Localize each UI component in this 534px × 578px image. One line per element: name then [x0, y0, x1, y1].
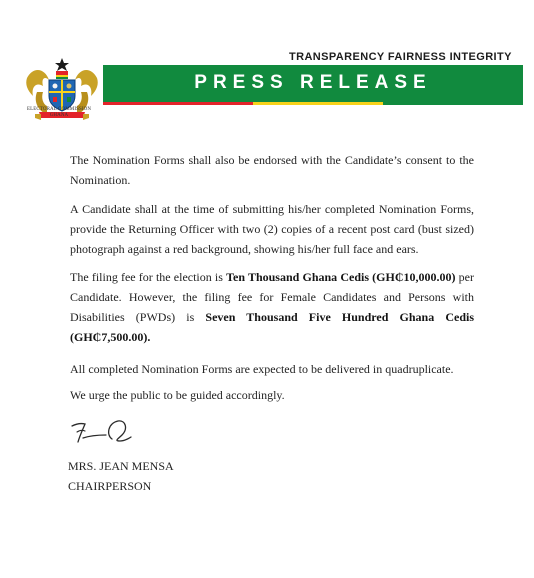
organization-name-line1: ELECTORAL COMMISSION	[26, 107, 92, 112]
handwritten-signature	[68, 417, 134, 445]
flag-stripe-red	[103, 102, 253, 105]
organization-name-line2: GHANA	[49, 113, 69, 118]
tagline: TRANSPARENCY FAIRNESS INTEGRITY	[289, 51, 512, 63]
filing-fee-text-1: The filing fee for the election is	[70, 270, 227, 284]
organization-name	[18, 107, 100, 119]
paragraph-photograph: A Candidate shall at the time of submitting his/her completed Nomination Forms, provide the Returning Officer with two (2) copies of a recent post card (bust sized) photograph against a red background, showing his/her full face and ears.	[70, 202, 474, 256]
filing-fee-amount: Ten Thousand Ghana Cedis (GH₵10,000.00)	[226, 270, 456, 284]
paragraph-quadruplicate: All completed Nomination Forms are expected to be delivered in quadruplicate.	[70, 362, 454, 376]
filing-fee-text-2: per Candidate. However, the filing fee for Female Candidates and Persons with Disabilities (PWDs) is	[70, 270, 475, 324]
paragraph-filing-fee	[70, 267, 474, 347]
signatory-name: MRS. JEAN MENSA	[68, 459, 174, 473]
paragraph-guidance: We urge the public to be guided accordingly.	[70, 388, 285, 402]
flag-stripe-green	[383, 102, 523, 105]
press-release-banner	[103, 65, 523, 102]
flag-stripe-yellow	[253, 102, 383, 105]
paragraph-endorsement: The Nomination Forms shall also be endorsed with the Candidate’s consent to the Nomination.	[70, 153, 474, 187]
signatory-title: CHAIRPERSON	[68, 479, 152, 493]
banner-title: PRESS RELEASE	[194, 72, 432, 93]
reduced-filing-fee-amount: Seven Thousand Five Hundred Ghana Cedis (GH₵7,500.00).	[70, 310, 474, 344]
